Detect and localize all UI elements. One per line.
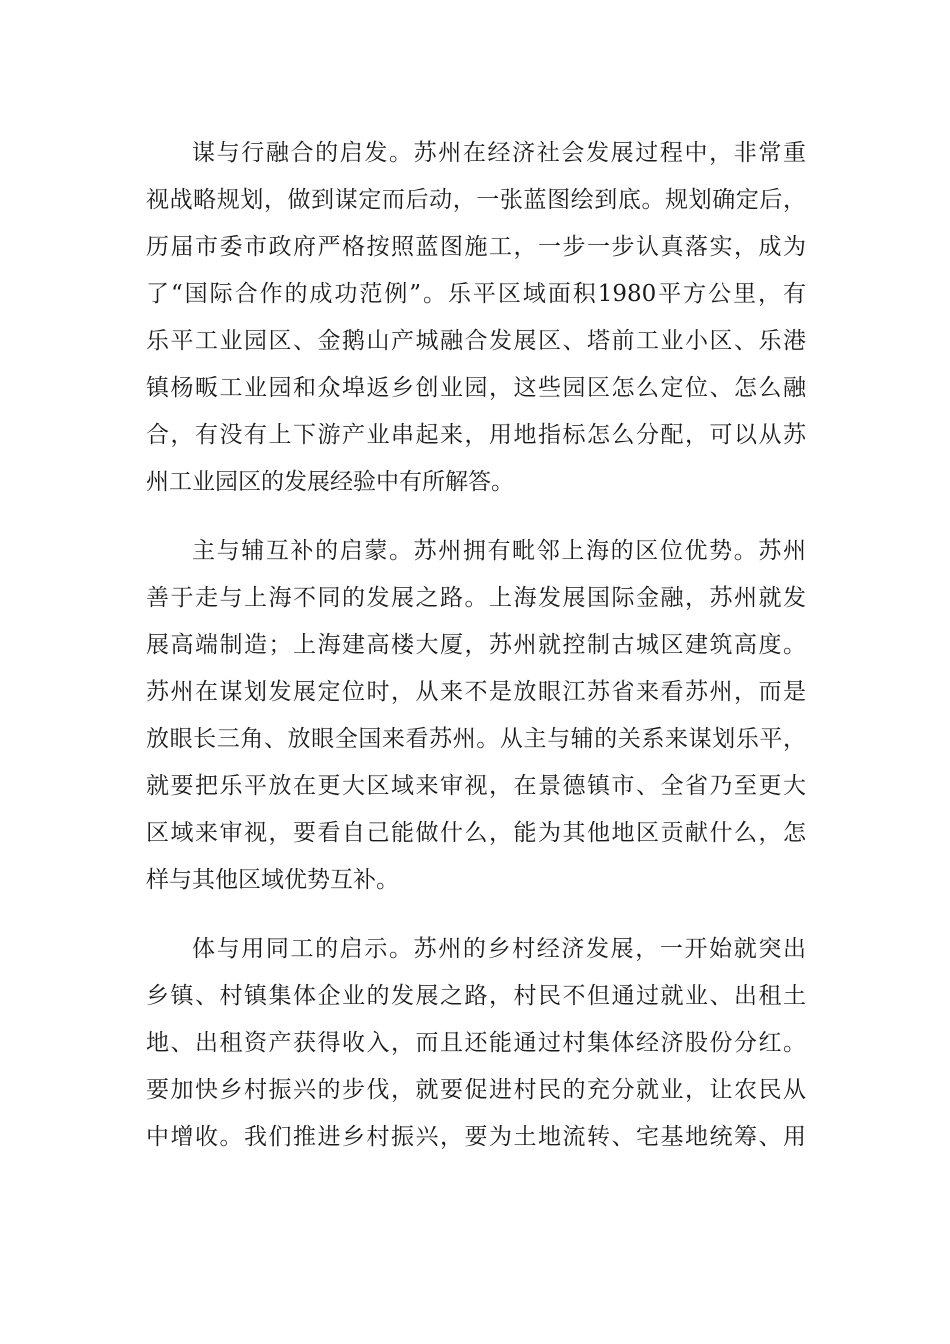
text-line: 区域来审视，要看自己能做什么，能为其他地区贡献什么，怎 xyxy=(146,820,806,846)
paragraph-2 xyxy=(146,528,806,904)
text-line: 乐平工业园区、金鹅山产城融合发展区、塔前工业小区、乐港 xyxy=(146,328,806,354)
text-line: 善于走与上海不同的发展之路。上海发展国际金融，苏州就发 xyxy=(146,585,806,611)
text-line: 要加快乡村振兴的步伐，就要促进村民的充分就业，让农民从 xyxy=(146,1077,806,1103)
text-line: 地、出租资产获得收入，而且还能通过村集体经济股份分红。 xyxy=(146,1030,806,1056)
document-body xyxy=(146,130,806,1183)
paragraph-1 xyxy=(146,130,806,506)
text-line: 合，有没有上下游产业串起来，用地指标怎么分配，可以从苏 xyxy=(146,422,806,448)
text-line: 放眼长三角、放眼全国来看苏州。从主与辅的关系来谋划乐平， xyxy=(146,726,806,752)
text-line: 展高端制造；上海建高楼大厦，苏州就控制古城区建筑高度。 xyxy=(146,632,806,658)
text-line: 镇杨畈工业园和众埠返乡创业园，这些园区怎么定位、怎么融 xyxy=(146,375,806,401)
text-line: 了“国际合作的成功范例”。乐平区域面积1980平方公里，有 xyxy=(146,281,806,307)
text-line: 视战略规划，做到谋定而后动，一张蓝图绘到底。规划确定后， xyxy=(146,187,806,213)
text-line: 就要把乐平放在更大区域来审视，在景德镇市、全省乃至更大 xyxy=(146,773,806,799)
text-line: 主与辅互补的启蒙。苏州拥有毗邻上海的区位优势。苏州 xyxy=(192,538,806,564)
text-line: 谋与行融合的启发。苏州在经济社会发展过程中，非常重 xyxy=(192,140,806,166)
text-line: 苏州在谋划发展定位时，从来不是放眼江苏省来看苏州，而是 xyxy=(146,679,806,705)
paragraph-3 xyxy=(146,926,806,1161)
text-line: 中增收。我们推进乡村振兴，要为土地流转、宅基地统筹、用 xyxy=(146,1124,806,1150)
text-line: 样与其他区域优势互补。 xyxy=(146,867,399,893)
text-line: 乡镇、村镇集体企业的发展之路，村民不但通过就业、出租土 xyxy=(146,983,806,1009)
text-line: 州工业园区的发展经验中有所解答。 xyxy=(146,469,514,495)
text-line: 历届市委市政府严格按照蓝图施工，一步一步认真落实，成为 xyxy=(146,234,806,260)
text-line: 体与用同工的启示。苏州的乡村经济发展，一开始就突出 xyxy=(192,936,806,962)
